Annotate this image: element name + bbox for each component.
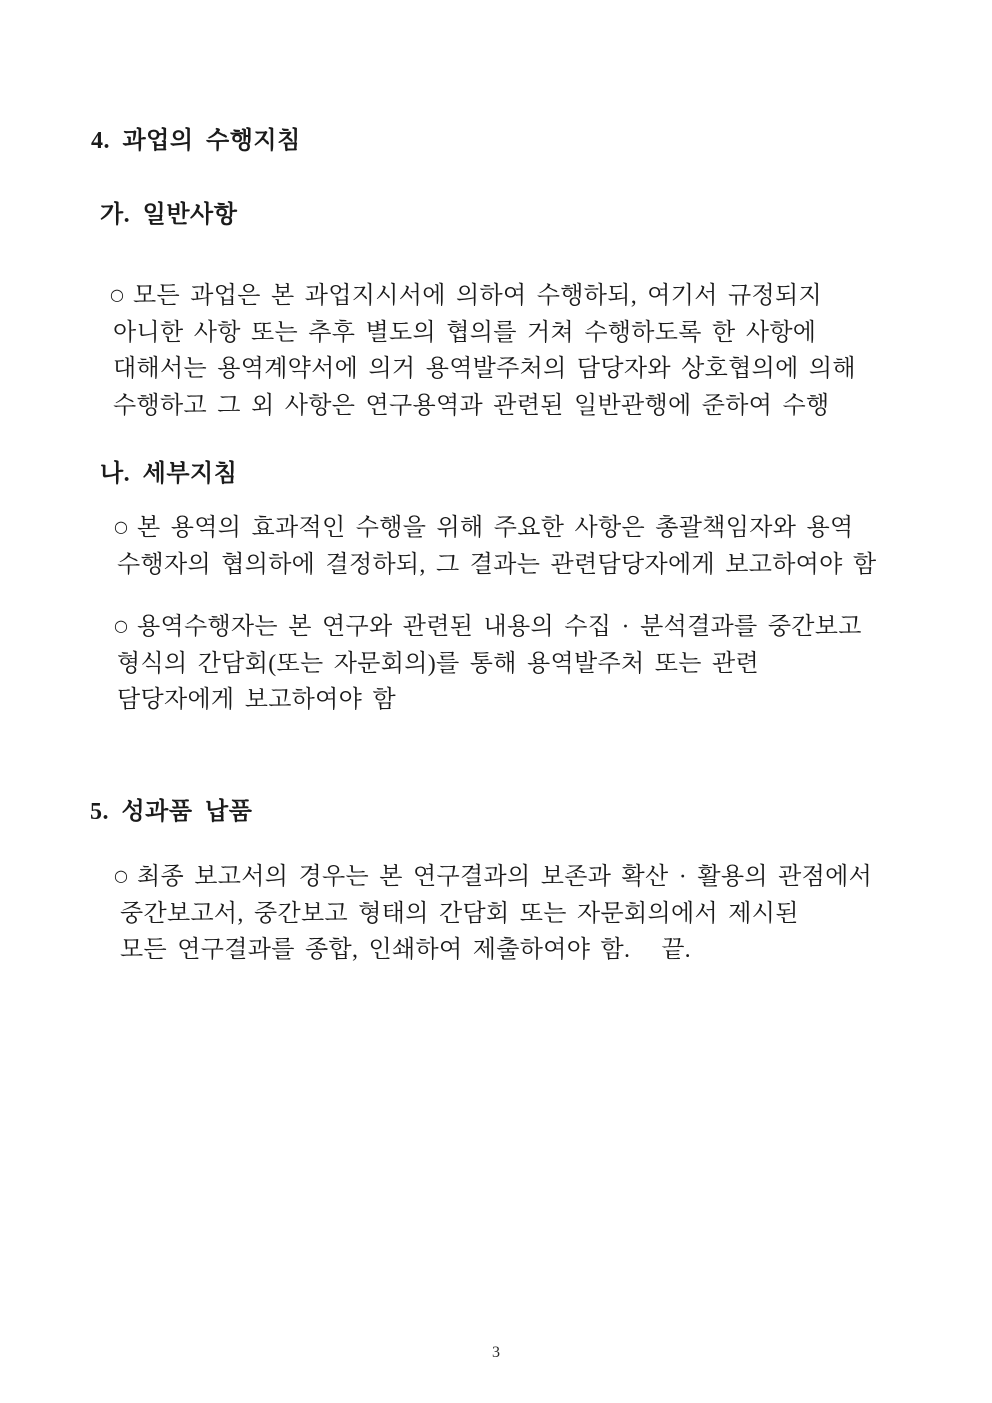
paragraph-line: 형식의 간담회(또는 자문회의)를 통해 용역발주처 또는 관련 xyxy=(117,650,759,677)
paragraph-line: 모든 과업은 본 과업지시서에 의하여 수행하되, 여기서 규정되지 xyxy=(133,283,822,309)
paragraph-line: 중간보고서, 중간보고 형태의 간담회 또는 자문회의에서 제시된 xyxy=(120,900,799,927)
circle-bullet-icon: ○ xyxy=(110,285,124,304)
paragraph-line: 본 용역의 효과적인 수행을 위해 주요한 사항은 총괄책임자와 용역 xyxy=(137,515,854,541)
paragraph-line: 대해서는 용역계약서에 의거 용역발주처의 담당자와 상호협의에 의해 xyxy=(113,356,856,383)
section5-title: 5. 성과품 납품 xyxy=(90,799,253,825)
general-paragraph xyxy=(110,278,920,424)
paragraph-line: 최종 보고서의 경우는 본 연구결과의 보존과 확산 · 활용의 관점에서 xyxy=(137,864,873,890)
page-number: 3 xyxy=(492,1344,500,1361)
section4-general-title: 가. 일반사항 xyxy=(100,202,238,228)
section4-detail-title: 나. 세부지침 xyxy=(100,461,238,487)
circle-bullet-icon: ○ xyxy=(114,866,128,885)
detail-paragraph-1 xyxy=(114,510,924,583)
paragraph-line: 모든 연구결과를 종합, 인쇄하여 제출하여야 함. 끝. xyxy=(120,937,691,964)
deliverables-paragraph xyxy=(114,859,924,969)
paragraph-line: 수행하고 그 외 사항은 연구용역과 관련된 일반관행에 준하여 수행 xyxy=(113,392,830,419)
detail-paragraph-2 xyxy=(114,609,924,719)
paragraph-line: 수행자의 협의하에 결정하되, 그 결과는 관련담당자에게 보고하여야 함 xyxy=(117,551,877,578)
circle-bullet-icon: ○ xyxy=(114,517,128,536)
paragraph-line: 아니한 사항 또는 추후 별도의 협의를 거쳐 수행하도록 한 사항에 xyxy=(113,319,817,346)
section4-title: 4. 과업의 수행지침 xyxy=(91,128,301,154)
paragraph-line: 용역수행자는 본 연구와 관련된 내용의 수집 · 분석결과를 중간보고 xyxy=(137,614,862,640)
paragraph-line: 담당자에게 보고하여야 함 xyxy=(117,687,396,714)
circle-bullet-icon: ○ xyxy=(114,616,128,635)
